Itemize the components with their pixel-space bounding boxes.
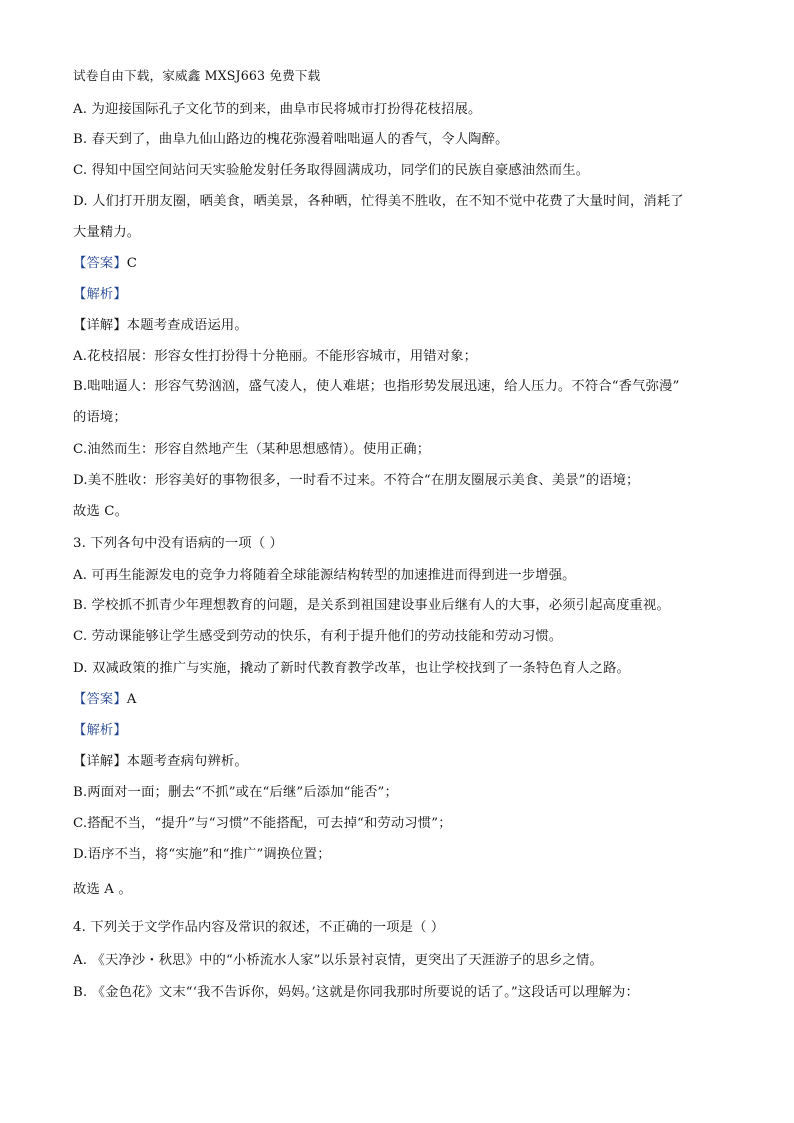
- q2-explanation-b: B.咄咄逼人：形容气势汹汹，盛气凌人，使人难堪；也指形势发展迅速，给人压力。不符合“香气弥漫”: [73, 379, 680, 394]
- q3-detail-text: 本题考查病句辨析。: [126, 754, 248, 769]
- q2-answer: [73, 255, 137, 273]
- q2-answer-value: C: [126, 256, 138, 271]
- q2-conclusion: 故选 C。: [73, 504, 129, 519]
- q3-stem: 3. 下列各句中没有语病的一项（ ）: [73, 536, 283, 551]
- q2-explanation-a: A.花枝招展：形容女性打扮得十分艳丽。不能形容城市，用错对象；: [73, 349, 478, 364]
- q2-option-a: A. 为迎接国际孔子文化节的到来，曲阜市民将城市打扮得花枝招展。: [73, 102, 482, 117]
- q2-option-d: D. 人们打开朋友圈，晒美食，晒美景，各种晒，忙得美不胜收，在不知不觉中花费了大量时间，消耗了: [73, 194, 684, 209]
- q3-detail-tag: 【详解】: [73, 754, 127, 769]
- q2-option-b: B. 春天到了，曲阜九仙山路边的槐花弥漫着咄咄逼人的香气，令人陶醉。: [73, 132, 509, 147]
- q4-option-b: B. 《金色花》文末“‘我不告诉你，妈妈。’这就是你同我那时所要说的话了。”这段话可以理解为：: [73, 985, 639, 1000]
- q3-option-d: D. 双减政策的推广与实施，撬动了新时代教育教学改革，也让学校找到了一条特色育人之路。: [73, 661, 630, 676]
- q2-analysis-tag: 【解析】: [73, 287, 127, 302]
- q2-option-c: C. 得知中国空间站问天实验舱发射任务取得圆满成功，同学们的民族自豪感油然而生。: [73, 163, 590, 178]
- page-header: 试卷自由下载，家威鑫 MXSJ663 免费下载: [73, 68, 321, 83]
- q3-explanation-d: D.语序不当，将“实施”和“推广”调换位置；: [73, 847, 331, 862]
- q3-answer-tag: 【答案】: [73, 692, 127, 707]
- q3-option-c: C. 劳动课能够让学生感受到劳动的快乐，有利于提升他们的劳动技能和劳动习惯。: [73, 629, 563, 644]
- q3-answer-value: A: [126, 692, 137, 707]
- q2-detail: [73, 317, 248, 335]
- q4-stem: 4. 下列关于文学作品内容及常识的叙述，不正确的一项是（ ）: [73, 920, 445, 935]
- q2-option-d-continued: 大量精力。: [73, 225, 141, 240]
- q2-explanation-d: D.美不胜收：形容美好的事物很多，一时看不过来。不符合“在朋友圈展示美食、美景”的语境；: [73, 473, 640, 488]
- q3-explanation-c: C.搭配不当，“提升”与“习惯”不能搭配，可去掉“和劳动习惯”；: [73, 816, 452, 831]
- q3-answer: [73, 691, 137, 709]
- q3-option-a: A. 可再生能源发电的竞争力将随着全球能源结构转型的加速推进而得到进一步增强。: [73, 568, 576, 583]
- q2-detail-tag: 【详解】: [73, 318, 127, 333]
- q2-detail-text: 本题考查成语运用。: [126, 318, 248, 333]
- q3-analysis-tag: 【解析】: [73, 723, 127, 738]
- q4-option-a: A. 《天净沙・秋思》中的“小桥流水人家”以乐景衬哀情，更突出了天涯游子的思乡之情。: [73, 953, 603, 968]
- q2-explanation-b-continued: 的语境；: [73, 410, 127, 425]
- q3-option-b: B. 学校抓不抓青少年理想教育的问题，是关系到祖国建设事业后继有人的大事，必须引起高度重视。: [73, 598, 670, 613]
- q2-explanation-c: C.油然而生：形容自然地产生（某种思想感情）。使用正确；: [73, 442, 431, 457]
- q2-answer-tag: 【答案】: [73, 256, 127, 271]
- q3-conclusion: 故选 A 。: [73, 882, 132, 897]
- q3-explanation-b: B.两面对一面；删去“不抓”或在“后继”后添加“能否”；: [73, 785, 398, 800]
- q3-detail: [73, 753, 248, 771]
